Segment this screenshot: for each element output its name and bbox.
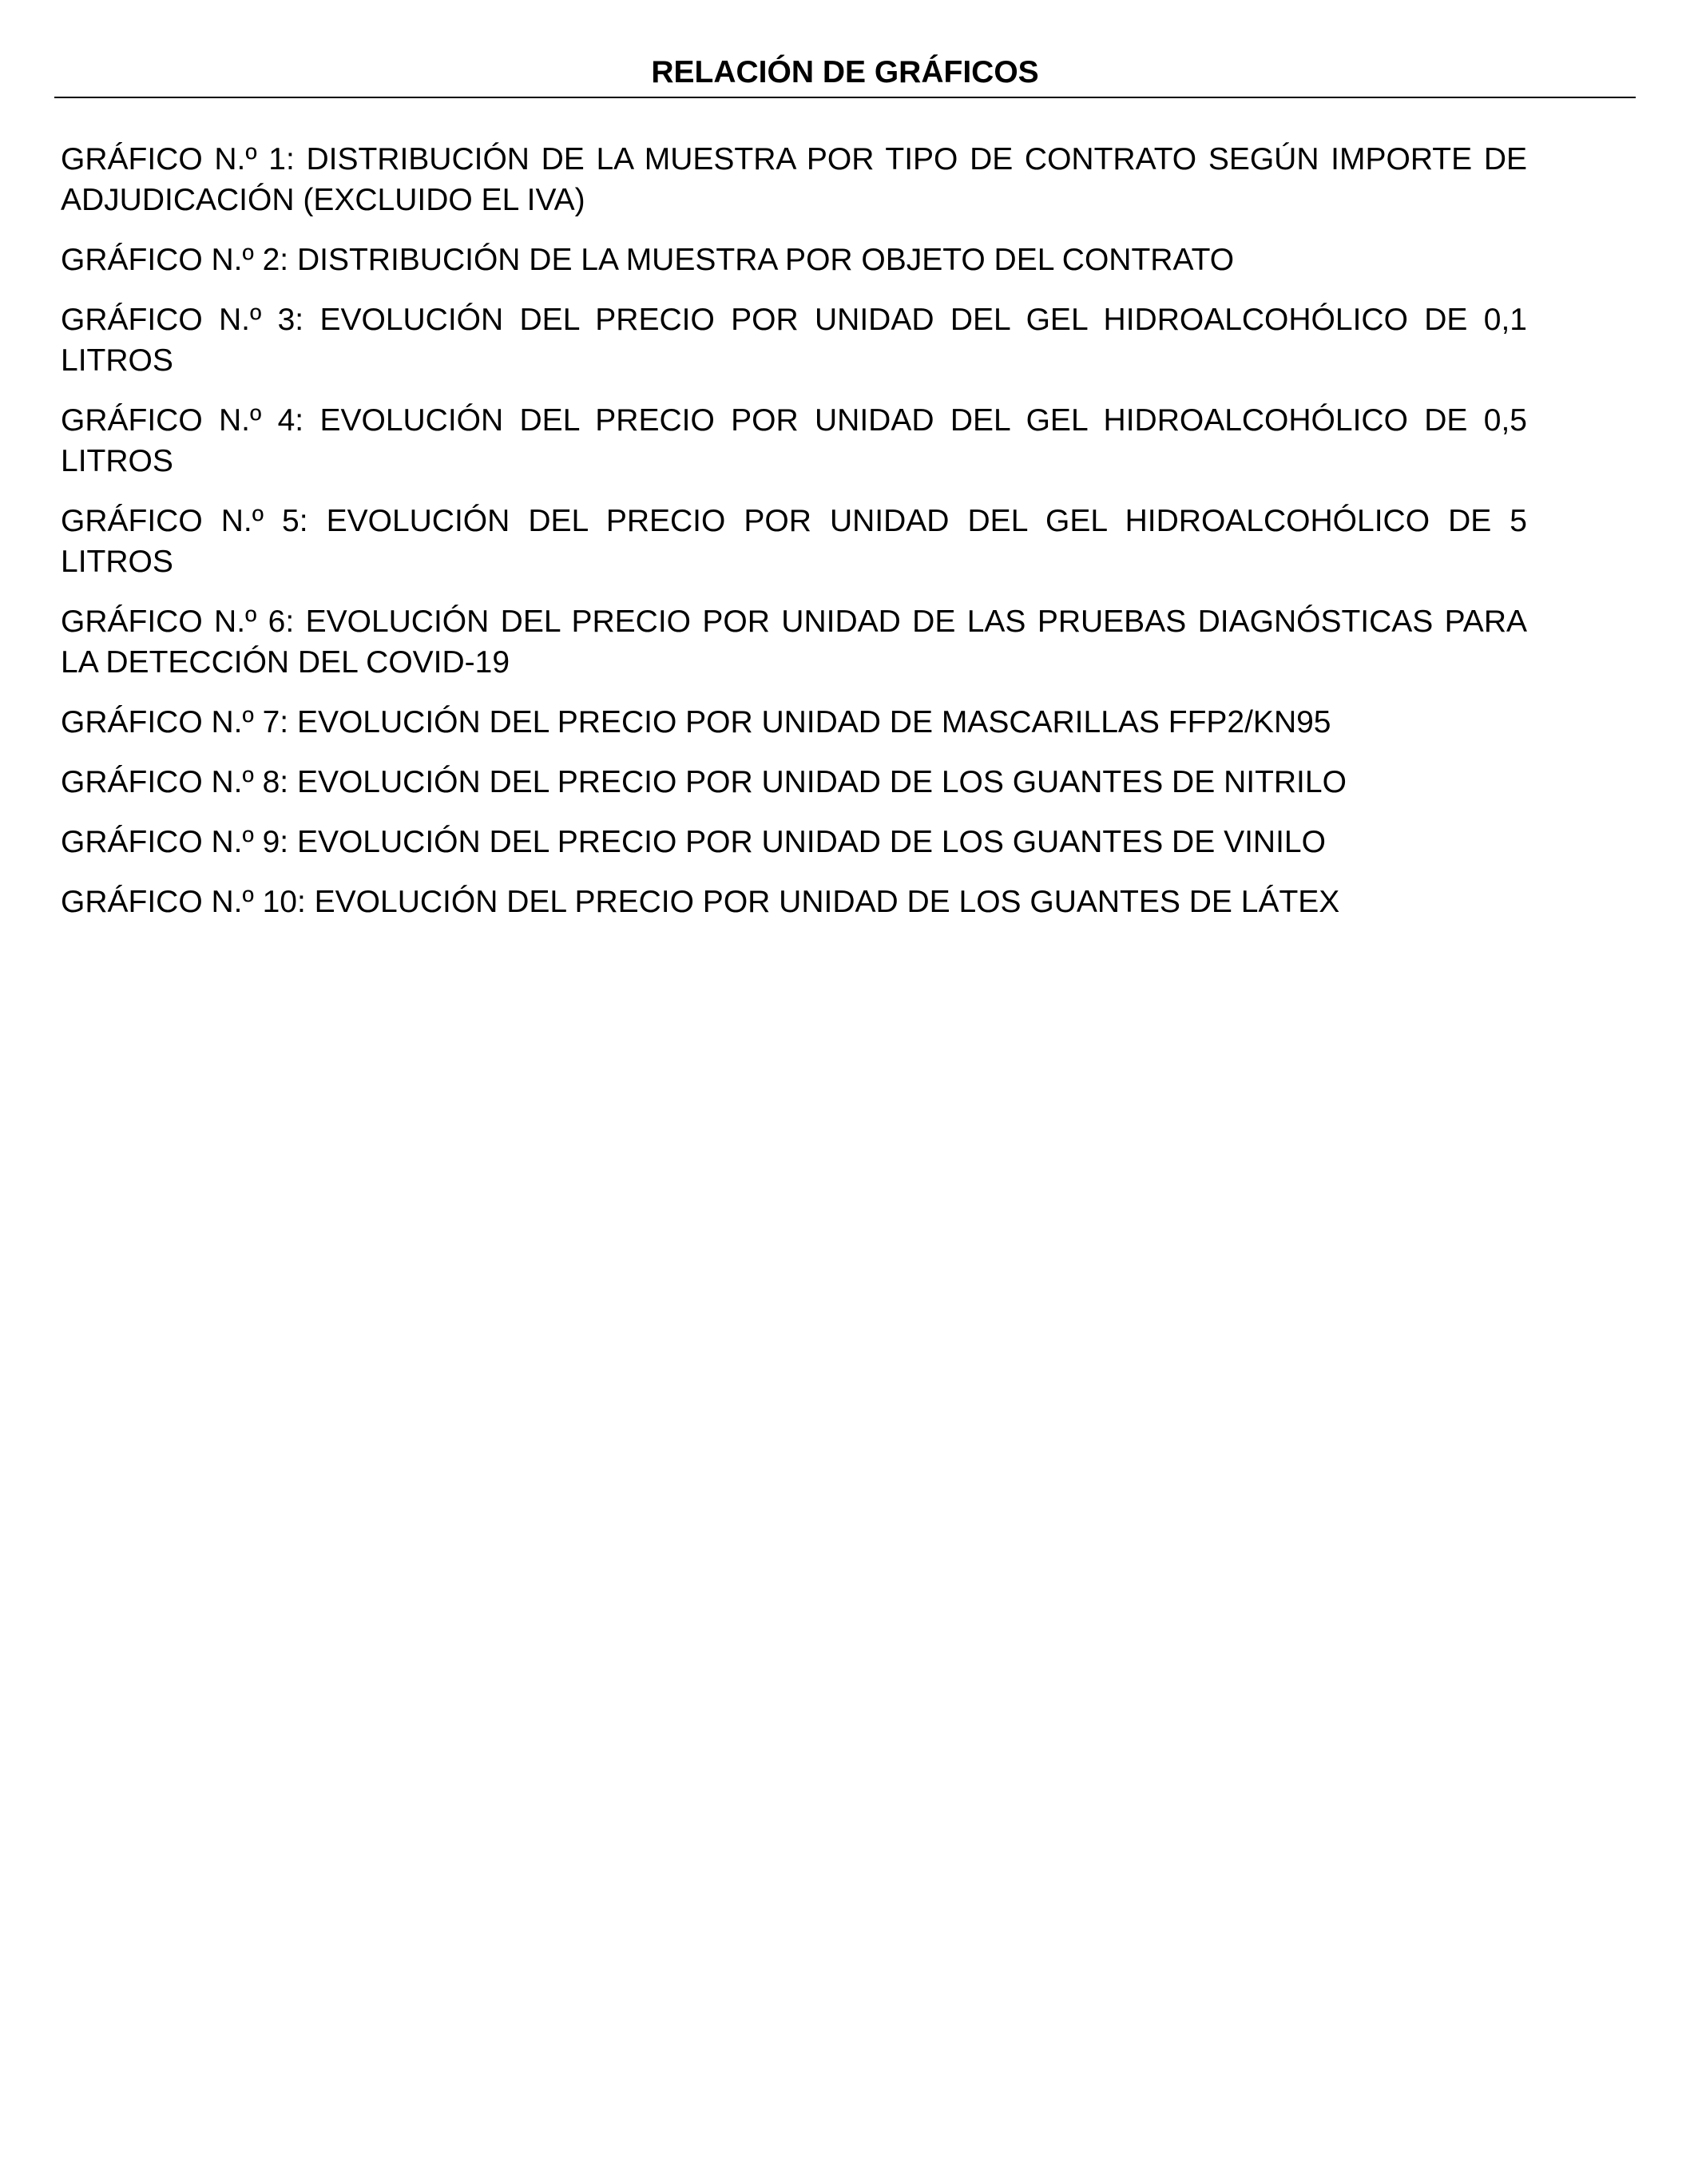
figure-list-item: GRÁFICO N.º 2: DISTRIBUCIÓN DE LA MUESTRA POR OBJETO DEL CONTRATO <box>61 243 1235 277</box>
figure-list-item: GRÁFICO N.º 8: EVOLUCIÓN DEL PRECIO POR UNIDAD DE LOS GUANTES DE NITRILO <box>61 765 1347 799</box>
figure-list-item: GRÁFICO N.º 9: EVOLUCIÓN DEL PRECIO POR UNIDAD DE LOS GUANTES DE VINILO <box>61 825 1326 859</box>
figure-list-item: GRÁFICO N.º 10: EVOLUCIÓN DEL PRECIO POR UNIDAD DE LOS GUANTES DE LÁTEX <box>61 885 1340 919</box>
figure-list-item: GRÁFICO N.º 5: EVOLUCIÓN DEL PRECIO POR UNIDAD DEL GEL HIDROALCOHÓLICO DE 5 LITROS <box>61 504 1527 579</box>
figure-list-item: GRÁFICO N.º 3: EVOLUCIÓN DEL PRECIO POR UNIDAD DEL GEL HIDROALCOHÓLICO DE 0,1 LITROS <box>61 303 1527 378</box>
figure-list-item: GRÁFICO N.º 1: DISTRIBUCIÓN DE LA MUESTRA POR TIPO DE CONTRATO SEGÚN IMPORTE DE ADJUDICACIÓN (EXCLUIDO EL IVA) <box>61 142 1527 217</box>
figure-list <box>61 139 1527 941</box>
figure-list-item: GRÁFICO N.º 6: EVOLUCIÓN DEL PRECIO POR UNIDAD DE LAS PRUEBAS DIAGNÓSTICAS PARA LA DETECCIÓN DEL COVID-19 <box>61 604 1527 680</box>
figure-list-item: GRÁFICO N.º 7: EVOLUCIÓN DEL PRECIO POR UNIDAD DE MASCARILLAS FFP2/KN95 <box>61 705 1331 739</box>
page-title: RELACIÓN DE GRÁFICOS <box>651 55 1039 89</box>
title-divider <box>54 97 1636 98</box>
figure-list-item: GRÁFICO N.º 4: EVOLUCIÓN DEL PRECIO POR UNIDAD DEL GEL HIDROALCOHÓLICO DE 0,5 LITROS <box>61 403 1527 478</box>
